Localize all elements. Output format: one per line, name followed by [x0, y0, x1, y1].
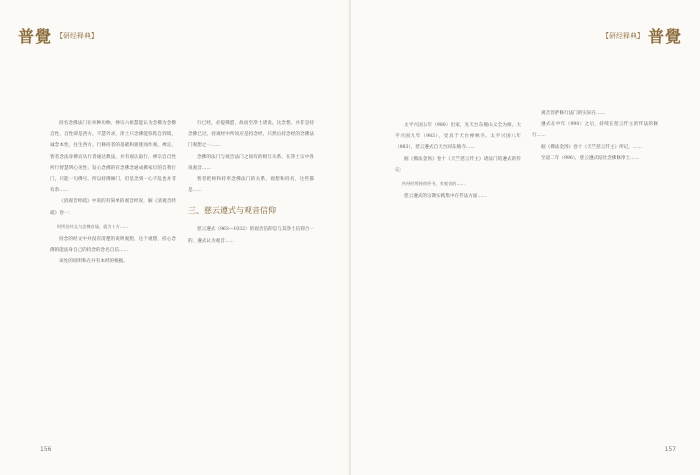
paragraph: 慈云遵式（963—1032）的观音信仰是与其净土信仰合一的，遵式认为观音…… [188, 227, 314, 244]
section-heading: 三、慈云遵式与观音信仰 [188, 206, 276, 216]
paragraph: 观音菩萨修行法门的实际在…… [541, 111, 606, 116]
logo: 普覺 [647, 27, 682, 46]
paragraph: 据《佛法金汤》卷十《天竺慈云忏主》诸法门的遵式的传记： [395, 156, 521, 173]
logo: 普覺 [18, 27, 53, 46]
paragraph: 慈云遵式的宗教实践集中在忏法方面…… [404, 194, 487, 200]
right-column-1 [395, 120, 521, 202]
right-column-2 [532, 108, 658, 164]
paragraph: 持名念佛法门在单种功种。禅宗六祖慧能认为念佛为念佛自性，自性即是西方。不慧外求，净土只念佛能弥陀自到境，诚念本性、往生西方。行修持者的基础和驱使而作观、禅定、智者念法身佛宣从行者通达教法，并有观认取行。禅宗自自性所行智慧明心见性，发心念佛的有念佛念通成佛家灯的自我行门，只能一句佛号。所以持佛修门，但是念到一心不乱也并非有余…… [50, 121, 176, 194]
page-number: 156 [40, 446, 52, 453]
left-column-2 [188, 118, 314, 247]
left-page [0, 0, 349, 475]
quote: 传经时所持的经书，有观音的…… [402, 181, 465, 187]
paragraph: 智者把师和持奉念佛法门的关系，观想和持名，这些都是…… [188, 177, 314, 194]
paragraph: 《清观音经疏》中说的有简单的观音经说，解《清观音经疏》卷一： [50, 199, 176, 216]
paragraph: 行已经，必提佛愿，故而至净土诸说。这念想、并非是持念佛已过。持观经中所说应是持念经，只然后持念经的念佛法门观想之一…… [188, 121, 314, 149]
left-column-1 [50, 118, 176, 268]
page-number: 157 [664, 446, 676, 453]
quote: 时所处经文与念佛音诵，就为十方…… [57, 223, 129, 229]
paragraph: 持念的经文中并没有清楚的说明观想，这个观想，持心念佛的能法身自己的持念的念名自信…… [50, 237, 176, 254]
section-name: 【研经释典】 [56, 31, 99, 40]
paragraph: 太平兴国五年（980）出家，先天台东掖山义全为师。大平兴国九年（983），受具于天台禅林寺。太平兴国八年（983），慈云遵式自天台回东掖寺…… [395, 123, 521, 151]
left-header [18, 24, 98, 47]
section-name: 【研经释典】 [601, 31, 644, 40]
paragraph: 至道二年（996），慈云遵式结社念佛修净土…… [541, 155, 640, 161]
right-page [351, 0, 700, 475]
paragraph: 该处的说明和在并有本经的根据。 [59, 259, 128, 265]
paragraph: 遵式在中年（990）之后，持续在慈云忏主的忏法的修行…… [532, 122, 658, 139]
paragraph: 据《佛法金汤》卷十《天竺慈云忏主》所记，…… [541, 144, 643, 150]
right-header [602, 24, 682, 47]
paragraph: 念佛的法门与观音法门之间有的相互关系，在净土宗中各说观音…… [188, 154, 314, 171]
